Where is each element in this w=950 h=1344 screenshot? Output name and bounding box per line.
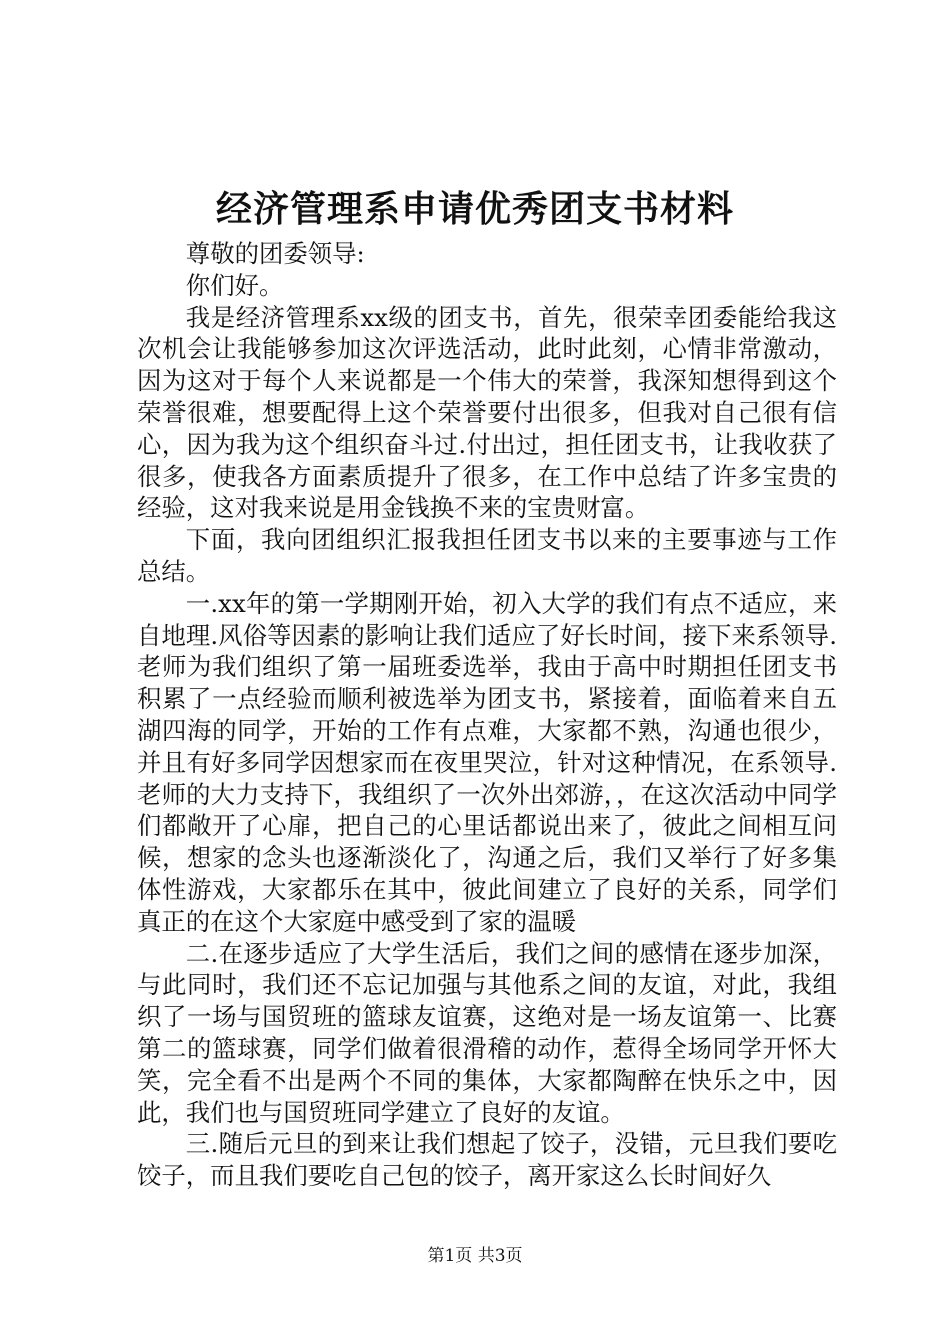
greeting: 你们好。 xyxy=(185,270,284,300)
paragraph-section-3: 三.随后元旦的到来让我们想起了饺子，没错，元旦我们要吃饺子，而且我们要吃自己包的饺子，离开家这么长时间好久 xyxy=(137,1129,837,1191)
paragraph-intro: 我是经济管理系xx级的团支书，首先，很荣幸团委能给我这次机会让我能够参加这次评选活动，此时此刻，心情非常激动，因为这对于每个人来说都是一个伟大的荣誉，我深知想得到这个荣誉很难，想要配得上这个荣誉要付出很多，但我对自己很有信心，因为我为这个组织奋斗过.付出过，担任团支书，让我收获了很多，使我各方面素质提升了很多，在工作中总结了许多宝贵的经验，这对我来说是用金钱换不来的宝贵财富。 xyxy=(137,302,837,523)
paragraph-section-2: 二.在逐步适应了大学生活后，我们之间的感情在逐步加深，与此同时，我们还不忘记加强与其他系之间的友谊，对此，我组织了一场与国贸班的篮球友谊赛，这绝对是一场友谊第一、比赛第二的篮球赛，同学们做着很滑稽的动作，惹得全场同学开怀大笑，完全看不出是两个不同的集体，大家都陶醉在快乐之中，因此，我们也与国贸班同学建立了良好的友谊。 xyxy=(137,938,837,1127)
document-body xyxy=(137,238,837,1192)
document-title: 经济管理系申请优秀团支书材料 xyxy=(215,188,734,230)
salutation: 尊敬的团委领导: xyxy=(185,239,365,268)
paragraph-overview: 下面，我向团组织汇报我担任团支书以来的主要事迹与工作总结。 xyxy=(137,525,837,586)
paragraph-section-1: 一.xx年的第一学期刚开始，初入大学的我们有点不适应，来自地理.风俗等因素的影响让我们适应了好长时间，接下来系领导.老师为我们组织了第一届班委选举，我由于高中时期担任团支书积累了一点经验而顺利被选举为团支书，紧接着，面临着来自五湖四海的同学，开始的工作有点难，大家都不熟，沟通也很少，并且有好多同学因想家而在夜里哭泣，针对这种情况，在系领导.老师的大力支持下，我组织了一次外出郊游，，在这次活动中同学们都敞开了心扉，把自己的心里话都说出来了，彼此之间相互问候，想家的念头也逐渐淡化了，沟通之后，我们又举行了好多集体性游戏，大家都乐在其中，彼此间建立了良好的关系，同学们真正的在这个大家庭中感受到了家的温暖 xyxy=(137,588,837,936)
page-number: 第1页 共3页 xyxy=(427,1246,523,1266)
